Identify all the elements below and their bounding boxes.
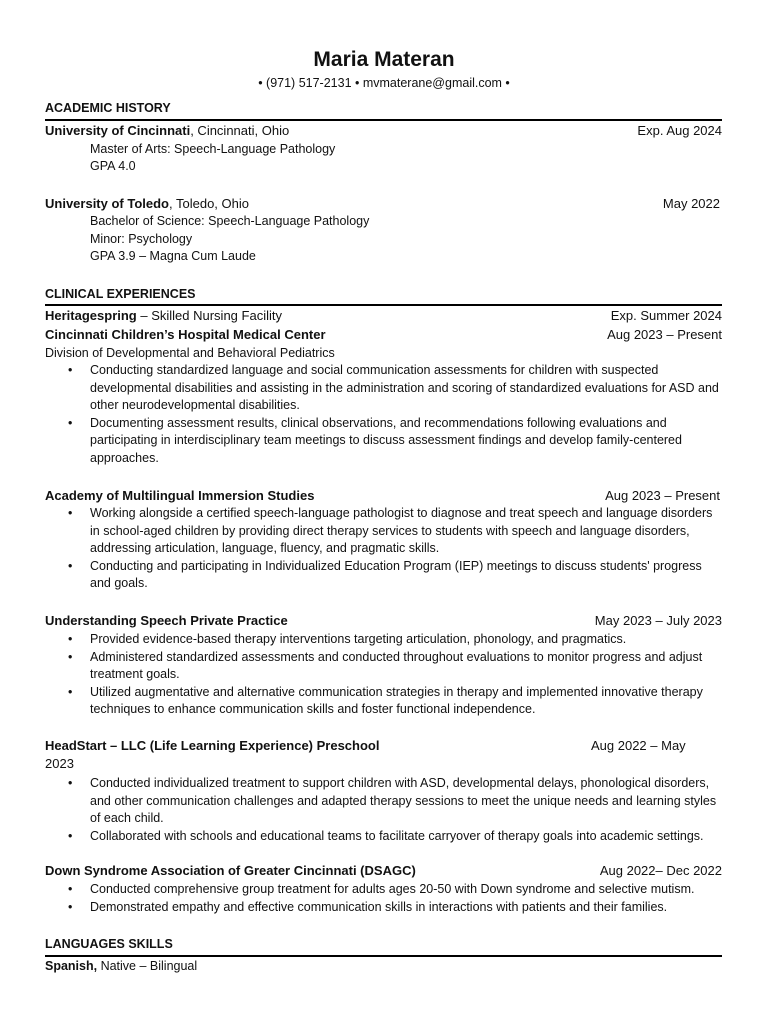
academic-history-heading: ACADEMIC HISTORY [45,101,171,115]
languages-heading: LANGUAGES SKILLS [45,937,173,951]
experience-date: Aug 2022– Dec 2022 [599,863,722,878]
education-entry-cincinnati [45,123,289,138]
language-level: Native – Bilingual [97,959,198,973]
organization-name: Heritagespring [45,308,137,323]
list-item: • Conducting standardized language and social communication assessments for children with suspected developmental disabilities and assisting in the administration and scoring of standardized evaluations for ASD and other neurodevelopmental disabilities. [45,362,725,415]
list-item: • Collaborated with schools and educational teams to facilitate carryover of therapy goals into academic settings. [45,828,725,846]
list-item: • Demonstrated empathy and effective communication skills in interactions with patients and their families. [45,899,725,917]
degree-detail: Master of Arts: Speech-Language Pathology [90,142,336,156]
list-item: • Conducted comprehensive group treatment for adults ages 20-50 with Down syndrome and selective mutism. [45,881,725,899]
list-item: • Provided evidence-based therapy interventions targeting articulation, phonology, and pragmatics. [45,631,725,649]
language-entry [45,959,197,973]
organization-description: – Skilled Nursing Facility [136,308,282,323]
organization-name: Down Syndrome Association of Greater Cincinnati (DSAGC) [45,863,416,878]
bullet-list [45,631,725,719]
school-location: , Toledo, Ohio [169,196,249,211]
section-divider [45,119,722,121]
degree-detail: Bachelor of Science: Speech-Language Pathology [90,214,370,228]
degree-detail: GPA 3.9 – Magna Cum Laude [90,249,256,263]
organization-name: Academy of Multilingual Immersion Studies [45,488,315,503]
list-item: • Administered standardized assessments and conducted throughout evaluations to monitor progress and adjust treatment goals. [45,649,725,684]
organization-name: HeadStart – LLC (Life Learning Experience) Preschool [45,738,380,753]
list-item: • Utilized augmentative and alternative communication strategies in therapy and implemented innovative therapy techniques to enhance communication skills and foster functional independence. [45,684,725,719]
experience-heritagespring [45,308,282,323]
experience-date: Aug 2023 – Present [607,327,722,342]
bullet-list [45,505,725,593]
education-date: Exp. Aug 2024 [637,123,722,138]
bullet-list [45,362,725,467]
language-name: Spanish, [45,959,98,973]
degree-detail: GPA 4.0 [90,159,136,173]
degree-detail: Minor: Psychology [90,232,193,246]
organization-name: Understanding Speech Private Practice [45,613,288,628]
experience-date: Exp. Summer 2024 [610,308,722,323]
list-item: • Working alongside a certified speech-language pathologist to diagnose and treat speech and language disorders in school-aged children by providing direct therapy services to students with speech and language disorders, addressing articulation, language, fluency, and pragmatic skills. [45,505,725,558]
school-name: University of Cincinnati [45,123,191,138]
education-date: May 2022 [662,196,720,211]
list-item: • Conducted individualized treatment to support children with ASD, developmental delays, phonological disorders, and other communication challenges and adapted therapy sessions to meet the unique needs and learning styles of each child. [45,775,725,828]
bullet-list [45,881,725,916]
school-location: , Cincinnati, Ohio [190,123,290,138]
page-title: Maria Materan [313,48,455,71]
list-item: • Documenting assessment results, clinical observations, and recommendations following evaluations and participating in interdisciplinary team meetings to discuss assessment findings and develop family-centered approaches. [45,415,725,468]
section-divider [45,955,722,957]
experience-date: May 2023 – July 2023 [594,613,722,628]
school-name: University of Toledo [45,196,169,211]
experience-date: Aug 2023 – Present [605,488,720,503]
organization-name: Cincinnati Children’s Hospital Medical Center [45,327,326,342]
list-item: • Conducting and participating in Individualized Education Program (IEP) meetings to discuss students' progress and goals. [45,558,725,593]
bullet-list [45,775,725,845]
experience-date-continued: 2023 [45,756,74,771]
clinical-experiences-heading: CLINICAL EXPERIENCES [45,287,196,301]
division-name: Division of Developmental and Behavioral Pediatrics [45,346,335,360]
section-divider [45,304,722,306]
education-entry-toledo [45,196,249,211]
experience-date: Aug 2022 – May [591,738,686,753]
contact-line: • (971) 517-2131 • mvmaterane@gmail.com • [258,76,510,90]
